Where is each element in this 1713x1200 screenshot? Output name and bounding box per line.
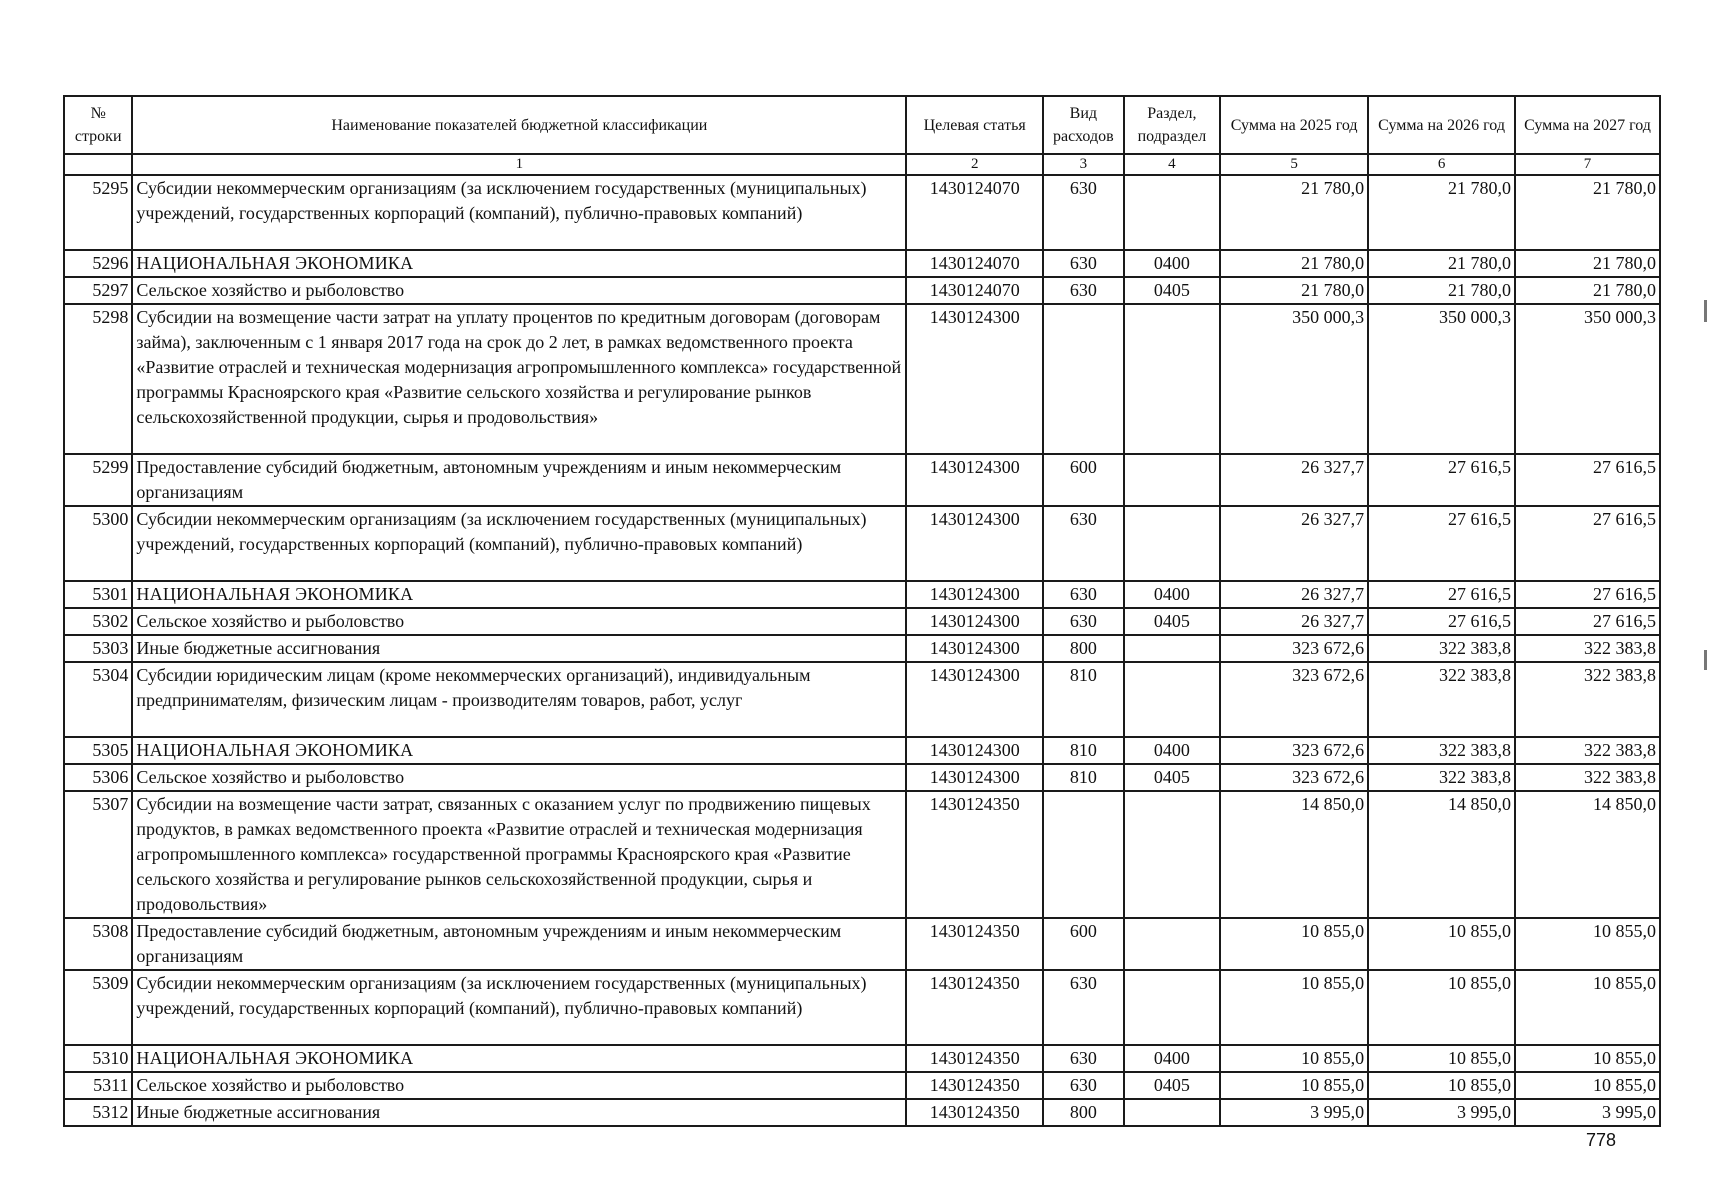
section-code: 0400 [1124,737,1221,764]
sum-2025: 323 672,6 [1220,662,1368,737]
sum-2025: 26 327,7 [1220,608,1368,635]
table-row [64,1072,1660,1099]
row-number: 5296 [64,250,132,277]
table-row [64,970,1660,1045]
target-article: 1430124300 [906,737,1043,764]
section-code: 0400 [1124,581,1221,608]
column-number: 7 [1515,154,1660,175]
row-number: 5309 [64,970,132,1045]
expense-kind: 600 [1043,454,1124,506]
row-number: 5302 [64,608,132,635]
expense-kind [1043,791,1124,918]
header-row-number: № строки [64,96,132,154]
scan-edge-mark [1704,300,1707,322]
section-code: 0405 [1124,764,1221,791]
row-number: 5298 [64,304,132,454]
section-code [1124,454,1221,506]
column-number: 6 [1368,154,1515,175]
sum-2027: 27 616,5 [1515,454,1660,506]
sum-2027: 322 383,8 [1515,764,1660,791]
sum-2027: 27 616,5 [1515,581,1660,608]
target-article: 1430124300 [906,304,1043,454]
expense-kind: 630 [1043,1072,1124,1099]
row-number: 5310 [64,1045,132,1072]
sum-2025: 350 000,3 [1220,304,1368,454]
target-article: 1430124300 [906,635,1043,662]
column-number [64,154,132,175]
scan-edge-mark [1704,650,1707,670]
sum-2026: 10 855,0 [1368,918,1515,970]
page-number: 778 [1585,1130,1616,1150]
budget-table [63,95,1661,1127]
section-code [1124,662,1221,737]
table-row [64,250,1660,277]
sum-2026: 322 383,8 [1368,764,1515,791]
sum-2027: 27 616,5 [1515,608,1660,635]
row-number: 5306 [64,764,132,791]
sum-2025: 21 780,0 [1220,250,1368,277]
row-number: 5299 [64,454,132,506]
sum-2025: 26 327,7 [1220,454,1368,506]
section-code [1124,635,1221,662]
expense-kind: 630 [1043,581,1124,608]
sum-2027: 10 855,0 [1515,970,1660,1045]
row-name: Субсидии юридическим лицам (кроме некоммерческих организаций), индивидуальным предпринимателям, физическим лицам - производителям товаров, работ, услуг [132,662,906,737]
table-row [64,277,1660,304]
section-code: 0405 [1124,1072,1221,1099]
sum-2026: 27 616,5 [1368,454,1515,506]
column-number: 4 [1124,154,1221,175]
sum-2025: 21 780,0 [1220,277,1368,304]
row-name: НАЦИОНАЛЬНАЯ ЭКОНОМИКА [132,1045,906,1072]
expense-kind: 630 [1043,250,1124,277]
table-row [64,581,1660,608]
header-name: Наименование показателей бюджетной классификации [132,96,906,154]
row-name: НАЦИОНАЛЬНАЯ ЭКОНОМИКА [132,581,906,608]
sum-2026: 10 855,0 [1368,970,1515,1045]
row-number: 5305 [64,737,132,764]
row-number: 5307 [64,791,132,918]
sum-2026: 14 850,0 [1368,791,1515,918]
row-name: Иные бюджетные ассигнования [132,1099,906,1126]
row-name: Субсидии некоммерческим организациям (за исключением государственных (муниципальных) учреждений, государственных корпораций (компаний), публично-правовых компаний) [132,970,906,1045]
sum-2025: 10 855,0 [1220,918,1368,970]
sum-2025: 323 672,6 [1220,737,1368,764]
sum-2026: 21 780,0 [1368,277,1515,304]
target-article: 1430124350 [906,1099,1043,1126]
row-name: Предоставление субсидий бюджетным, автономным учреждениям и иным некоммерческим организациям [132,454,906,506]
section-code [1124,304,1221,454]
expense-kind: 810 [1043,764,1124,791]
header-sum-2026: Сумма на 2026 год [1368,96,1515,154]
table-row [64,635,1660,662]
row-number: 5308 [64,918,132,970]
column-number: 1 [132,154,906,175]
table-header-row [64,96,1660,154]
sum-2027: 21 780,0 [1515,250,1660,277]
target-article: 1430124350 [906,791,1043,918]
section-code [1124,918,1221,970]
section-code [1124,970,1221,1045]
column-number: 3 [1043,154,1124,175]
expense-kind: 630 [1043,277,1124,304]
section-code: 0400 [1124,250,1221,277]
section-code: 0405 [1124,608,1221,635]
sum-2026: 10 855,0 [1368,1045,1515,1072]
expense-kind: 800 [1043,635,1124,662]
row-name: НАЦИОНАЛЬНАЯ ЭКОНОМИКА [132,250,906,277]
sum-2026: 322 383,8 [1368,662,1515,737]
sum-2025: 21 780,0 [1220,175,1368,250]
table-row [64,304,1660,454]
table-row [64,454,1660,506]
expense-kind: 630 [1043,1045,1124,1072]
expense-kind: 600 [1043,918,1124,970]
row-name: Иные бюджетные ассигнования [132,635,906,662]
sum-2026: 322 383,8 [1368,635,1515,662]
sum-2026: 322 383,8 [1368,737,1515,764]
expense-kind: 810 [1043,737,1124,764]
row-name: Предоставление субсидий бюджетным, автономным учреждениям и иным некоммерческим организациям [132,918,906,970]
section-code [1124,175,1221,250]
expense-kind [1043,304,1124,454]
sum-2026: 27 616,5 [1368,608,1515,635]
sum-2027: 21 780,0 [1515,277,1660,304]
column-number: 5 [1220,154,1368,175]
row-name: Сельское хозяйство и рыболовство [132,277,906,304]
row-name: Субсидии некоммерческим организациям (за исключением государственных (муниципальных) учреждений, государственных корпораций (компаний), публично-правовых компаний) [132,175,906,250]
target-article: 1430124350 [906,970,1043,1045]
sum-2027: 10 855,0 [1515,1045,1660,1072]
expense-kind: 800 [1043,1099,1124,1126]
table-row [64,791,1660,918]
header-section: Раздел, подраздел [1124,96,1221,154]
column-number: 2 [906,154,1043,175]
sum-2025: 323 672,6 [1220,635,1368,662]
table-row [64,1045,1660,1072]
sum-2027: 21 780,0 [1515,175,1660,250]
expense-kind: 630 [1043,175,1124,250]
row-number: 5312 [64,1099,132,1126]
sum-2027: 14 850,0 [1515,791,1660,918]
row-number: 5304 [64,662,132,737]
sum-2027: 3 995,0 [1515,1099,1660,1126]
target-article: 1430124350 [906,1045,1043,1072]
sum-2025: 3 995,0 [1220,1099,1368,1126]
target-article: 1430124070 [906,250,1043,277]
row-number: 5295 [64,175,132,250]
row-name: Субсидии на возмещение части затрат, связанных с оказанием услуг по продвижению пищевых продуктов, в рамках ведомственного проекта «Развитие отраслей и техническая модернизация агропромышленного комплекса» государственной программы Красноярского края «Развитие сельского хозяйства и регулирование рынков сельскохозяйственной продукции, сырья и продовольствия» [132,791,906,918]
expense-kind: 810 [1043,662,1124,737]
row-number: 5311 [64,1072,132,1099]
sum-2026: 350 000,3 [1368,304,1515,454]
section-code: 0400 [1124,1045,1221,1072]
sum-2026: 27 616,5 [1368,506,1515,581]
sum-2027: 27 616,5 [1515,506,1660,581]
table-row [64,506,1660,581]
sum-2027: 10 855,0 [1515,1072,1660,1099]
row-name: Сельское хозяйство и рыболовство [132,1072,906,1099]
sum-2025: 10 855,0 [1220,970,1368,1045]
sum-2026: 21 780,0 [1368,250,1515,277]
sum-2027: 10 855,0 [1515,918,1660,970]
row-number: 5303 [64,635,132,662]
section-code [1124,1099,1221,1126]
sum-2026: 21 780,0 [1368,175,1515,250]
sum-2025: 10 855,0 [1220,1045,1368,1072]
row-name: НАЦИОНАЛЬНАЯ ЭКОНОМИКА [132,737,906,764]
table-row [64,662,1660,737]
sum-2025: 10 855,0 [1220,1072,1368,1099]
section-code [1124,791,1221,918]
table-row [64,608,1660,635]
target-article: 1430124300 [906,764,1043,791]
target-article: 1430124350 [906,918,1043,970]
sum-2026: 10 855,0 [1368,1072,1515,1099]
row-name: Субсидии на возмещение части затрат на уплату процентов по кредитным договорам (договорам займа), заключенным с 1 января 2017 года на срок до 2 лет, в рамках ведомственного проекта «Развитие отраслей и техническая модернизация агропромышленного комплекса» государственной программы Красноярского края «Развитие сельского хозяйства и регулирование рынков сельскохозяйственной продукции, сырья и продовольствия» [132,304,906,454]
target-article: 1430124300 [906,506,1043,581]
table-row [64,918,1660,970]
sum-2025: 14 850,0 [1220,791,1368,918]
row-number: 5300 [64,506,132,581]
row-name: Сельское хозяйство и рыболовство [132,608,906,635]
sum-2025: 26 327,7 [1220,581,1368,608]
sum-2027: 322 383,8 [1515,737,1660,764]
expense-kind: 630 [1043,506,1124,581]
header-sum-2027: Сумма на 2027 год [1515,96,1660,154]
target-article: 1430124300 [906,662,1043,737]
table-row [64,1099,1660,1126]
sum-2026: 27 616,5 [1368,581,1515,608]
sum-2027: 350 000,3 [1515,304,1660,454]
sum-2025: 323 672,6 [1220,764,1368,791]
expense-kind: 630 [1043,608,1124,635]
target-article: 1430124300 [906,454,1043,506]
target-article: 1430124070 [906,277,1043,304]
header-expense-kind: Вид расходов [1043,96,1124,154]
table-row [64,737,1660,764]
target-article: 1430124070 [906,175,1043,250]
target-article: 1430124300 [906,581,1043,608]
section-code [1124,506,1221,581]
sum-2026: 3 995,0 [1368,1099,1515,1126]
table-row [64,764,1660,791]
row-name: Субсидии некоммерческим организациям (за исключением государственных (муниципальных) учреждений, государственных корпораций (компаний), публично-правовых компаний) [132,506,906,581]
row-name: Сельское хозяйство и рыболовство [132,764,906,791]
sum-2027: 322 383,8 [1515,635,1660,662]
header-sum-2025: Сумма на 2025 год [1220,96,1368,154]
target-article: 1430124300 [906,608,1043,635]
sum-2027: 322 383,8 [1515,662,1660,737]
section-code: 0405 [1124,277,1221,304]
sum-2025: 26 327,7 [1220,506,1368,581]
row-number: 5301 [64,581,132,608]
row-number: 5297 [64,277,132,304]
expense-kind: 630 [1043,970,1124,1045]
target-article: 1430124350 [906,1072,1043,1099]
header-target-article: Целевая статья [906,96,1043,154]
table-row [64,175,1660,250]
column-numbers-row [64,154,1660,175]
